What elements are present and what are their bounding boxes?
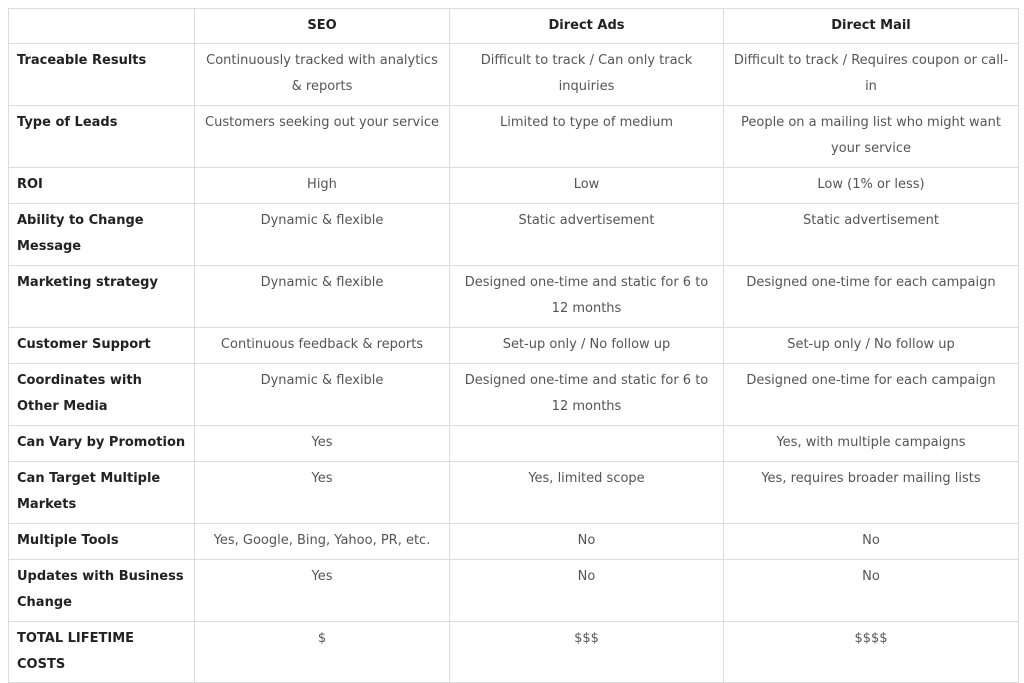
table-row	[9, 364, 1019, 426]
cell-direct-mail: Low (1% or less)	[724, 168, 1019, 204]
table-row	[9, 204, 1019, 266]
table-row	[9, 524, 1019, 560]
row-label: Can Vary by Promotion	[9, 426, 195, 462]
cell-seo: Yes	[195, 560, 450, 622]
header-row	[9, 9, 1019, 44]
cell-seo: Continuous feedback & reports	[195, 328, 450, 364]
cell-direct-mail: Designed one-time for each campaign	[724, 266, 1019, 328]
cell-direct-ads	[450, 426, 724, 462]
header-direct-ads: Direct Ads	[450, 9, 724, 44]
cell-direct-mail: Designed one-time for each campaign	[724, 364, 1019, 426]
cell-direct-mail: No	[724, 560, 1019, 622]
row-label: TOTAL LIFETIME COSTS	[9, 622, 195, 683]
cell-direct-ads: Low	[450, 168, 724, 204]
cell-direct-ads: Designed one-time and static for 6 to 12 months	[450, 266, 724, 328]
row-label: Multiple Tools	[9, 524, 195, 560]
cell-seo: Yes	[195, 462, 450, 524]
cell-direct-ads: No	[450, 560, 724, 622]
cell-direct-mail: Yes, with multiple campaigns	[724, 426, 1019, 462]
cell-seo: $	[195, 622, 450, 683]
cell-direct-ads: No	[450, 524, 724, 560]
cell-seo: Dynamic & flexible	[195, 204, 450, 266]
cell-direct-ads: Limited to type of medium	[450, 106, 724, 168]
header-empty-cell	[9, 9, 195, 44]
comparison-table	[8, 8, 1019, 683]
cell-seo: Customers seeking out your service	[195, 106, 450, 168]
table-row	[9, 426, 1019, 462]
cell-direct-mail: $$$$	[724, 622, 1019, 683]
cell-direct-ads: Set-up only / No follow up	[450, 328, 724, 364]
cell-direct-mail: People on a mailing list who might want your service	[724, 106, 1019, 168]
cell-direct-ads: Static advertisement	[450, 204, 724, 266]
cell-direct-mail: Difficult to track / Requires coupon or call-in	[724, 44, 1019, 106]
table-row	[9, 328, 1019, 364]
comparison-table-container	[8, 8, 1019, 683]
cell-seo: Continuously tracked with analytics & reports	[195, 44, 450, 106]
cell-direct-mail: Yes, requires broader mailing lists	[724, 462, 1019, 524]
header-direct-mail: Direct Mail	[724, 9, 1019, 44]
cell-direct-ads: Designed one-time and static for 6 to 12 months	[450, 364, 724, 426]
row-label: Can Target Multiple Markets	[9, 462, 195, 524]
row-label: Type of Leads	[9, 106, 195, 168]
cell-seo: Yes	[195, 426, 450, 462]
row-label: Updates with Business Change	[9, 560, 195, 622]
row-label: Customer Support	[9, 328, 195, 364]
row-label: Coordinates with Other Media	[9, 364, 195, 426]
table-row	[9, 44, 1019, 106]
cell-direct-mail: Set-up only / No follow up	[724, 328, 1019, 364]
row-label: ROI	[9, 168, 195, 204]
header-seo: SEO	[195, 9, 450, 44]
table-row	[9, 168, 1019, 204]
cell-direct-mail: No	[724, 524, 1019, 560]
table-row	[9, 560, 1019, 622]
table-row	[9, 266, 1019, 328]
cell-direct-ads: Difficult to track / Can only track inquiries	[450, 44, 724, 106]
cell-seo: Dynamic & flexible	[195, 266, 450, 328]
row-label: Ability to Change Message	[9, 204, 195, 266]
cell-direct-ads: $$$	[450, 622, 724, 683]
cell-seo: Dynamic & flexible	[195, 364, 450, 426]
table-row	[9, 622, 1019, 683]
row-label: Marketing strategy	[9, 266, 195, 328]
table-row	[9, 106, 1019, 168]
cell-seo: High	[195, 168, 450, 204]
cell-direct-ads: Yes, limited scope	[450, 462, 724, 524]
table-row	[9, 462, 1019, 524]
cell-direct-mail: Static advertisement	[724, 204, 1019, 266]
cell-seo: Yes, Google, Bing, Yahoo, PR, etc.	[195, 524, 450, 560]
row-label: Traceable Results	[9, 44, 195, 106]
